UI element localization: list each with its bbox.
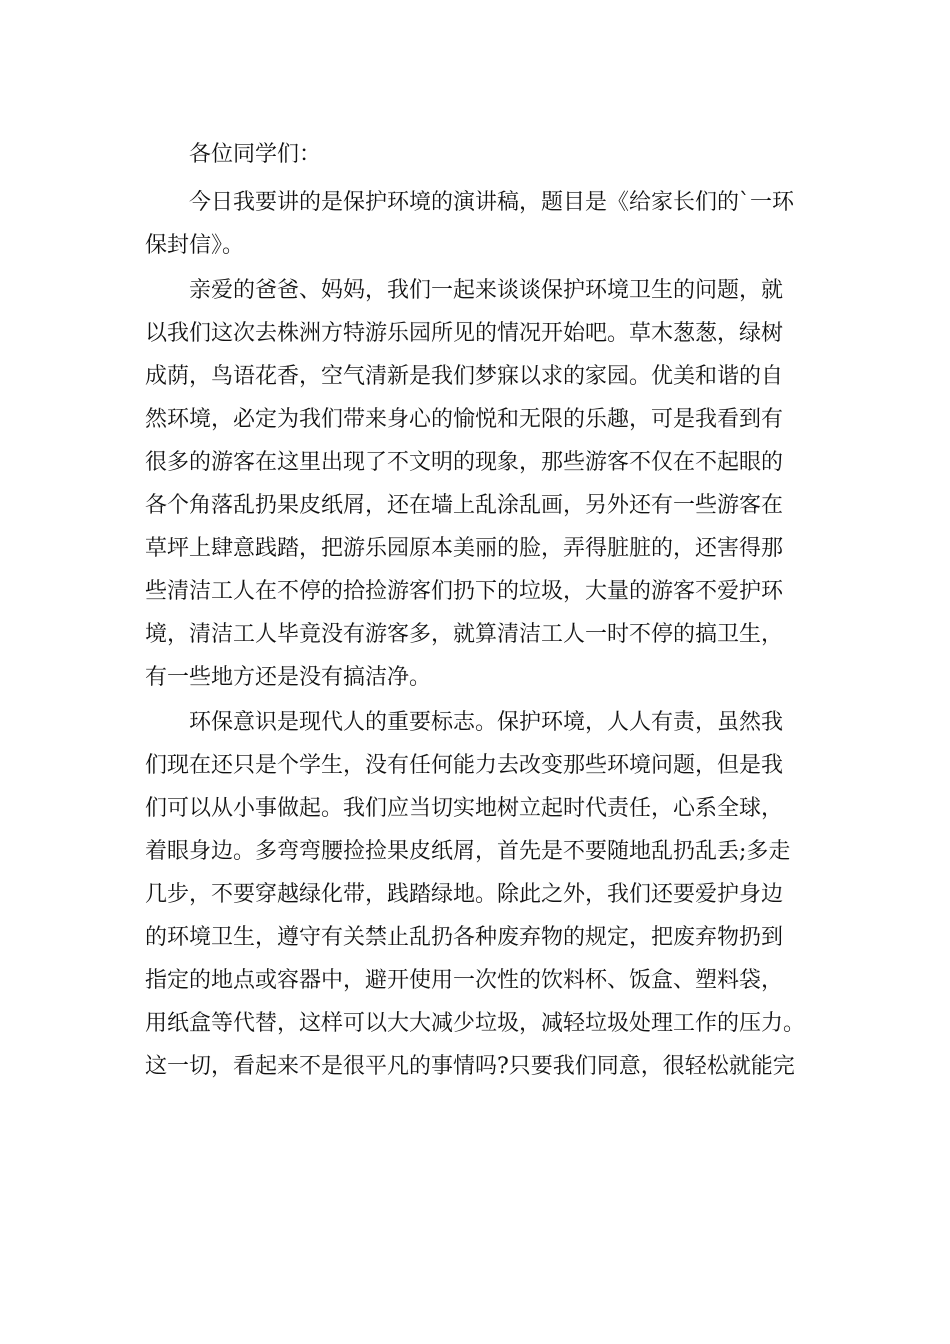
salutation-line: 各位同学们：: [189, 142, 322, 167]
paragraph-line: 保封信》。: [145, 233, 245, 258]
paragraph-3: [145, 701, 825, 1088]
paragraph-line: 指定的地点或容器中，避开使用一次性的饮料杯、饭盒、塑料袋，: [145, 968, 784, 993]
paragraph-line: 境，清洁工人毕竟没有游客多，就算清洁工人一时不停的搞卫生，: [145, 622, 784, 647]
paragraph-line: 几步，不要穿越绿化带，践踏绿地。除此之外，我们还要爱护身边: [145, 882, 784, 907]
paragraph-line: 今日我要讲的是保护环境的演讲稿，题目是《给家长们的`一环: [189, 190, 795, 215]
paragraph-line: 有一些地方还是没有搞洁净。: [145, 665, 432, 690]
paragraph-line: 草坪上肆意践踏，把游乐园原本美丽的脸，弄得脏脏的，还害得那: [145, 536, 784, 561]
paragraph-line: 成荫，鸟语花香，空气清新是我们梦寐以求的家园。优美和谐的自: [145, 364, 784, 389]
paragraph-2: [145, 269, 825, 699]
paragraph-line: 以我们这次去株洲方特游乐园所见的情况开始吧。草木葱葱，绿树: [145, 321, 784, 346]
paragraph-line: 很多的游客在这里出现了不文明的现象，那些游客不仅在不起眼的: [145, 450, 784, 475]
paragraph-line: 们可以从小事做起。我们应当切实地树立起时代责任，心系全球，: [145, 796, 784, 821]
paragraph-line: 们现在还只是个学生，没有任何能力去改变那些环境问题，但是我: [145, 753, 784, 778]
salutation-paragraph: [145, 133, 825, 176]
paragraph-line: 然环境，必定为我们带来身心的愉悦和无限的乐趣，可是我看到有: [145, 407, 784, 432]
paragraph-line: 这一切，看起来不是很平凡的事情吗?只要我们同意，很轻松就能完: [145, 1054, 795, 1079]
paragraph-line: 用纸盒等代替，这样可以大大减少垃圾，减轻垃圾处理工作的压力。: [145, 1011, 806, 1036]
paragraph-1: [145, 181, 825, 267]
document-body: [145, 133, 825, 1090]
paragraph-line: 着眼身边。多弯弯腰捡捡果皮纸屑，首先是不要随地乱扔乱丢;多走: [145, 839, 791, 864]
paragraph-line: 些清洁工人在不停的拾捡游客们扔下的垃圾，大量的游客不爱护环: [145, 579, 784, 604]
paragraph-line: 亲爱的爸爸、妈妈，我们一起来谈谈保护环境卫生的问题，就: [189, 278, 784, 303]
paragraph-line: 各个角落乱扔果皮纸屑，还在墙上乱涂乱画，另外还有一些游客在: [145, 493, 784, 518]
paragraph-line: 环保意识是现代人的重要标志。保护环境，人人有责，虽然我: [189, 710, 784, 735]
paragraph-line: 的环境卫生，遵守有关禁止乱扔各种废弃物的规定，把废弃物扔到: [145, 925, 784, 950]
